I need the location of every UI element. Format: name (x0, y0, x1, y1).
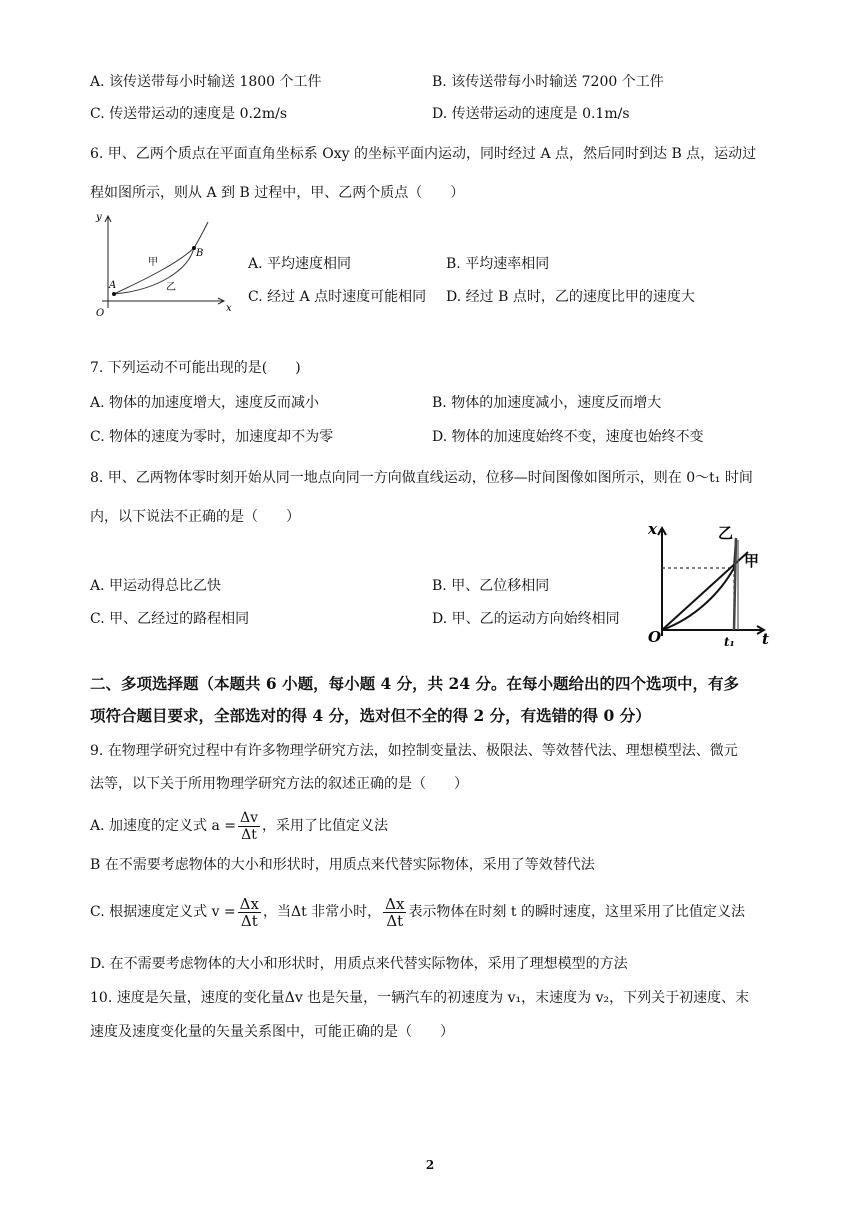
q8-option-a: A. 甲运动得总比乙快 (90, 578, 222, 594)
q6-fig-yi-label: 乙 (166, 282, 176, 293)
q7-option-c: C. 物体的速度为零时，加速度却不为零 (90, 429, 334, 445)
q9-option-c-numerator: Δx (239, 894, 259, 913)
q8-fig-x-axis-label: x (648, 520, 657, 538)
q9-option-c (90, 892, 745, 932)
q9-stem-line2: 法等，以下关于所用物理学研究方法的叙述正确的是（ ） (90, 776, 468, 792)
q9-option-b: B 在不需要考虑物体的大小和形状时，用质点来代替实际物体，采用了等效替代法 (90, 857, 595, 873)
q9-option-c-prefix: C. 根据速度定义式 v = (90, 904, 236, 920)
q9-option-c-fraction (238, 896, 261, 929)
q9-option-d: D. 在不需要考虑物体的大小和形状时，用质点来代替实际物体，采用了理想模型的方法 (90, 956, 628, 972)
q8-fig-t1-label: t₁ (724, 635, 735, 648)
q9-option-a-denominator: Δt (241, 826, 257, 843)
q5-option-a: A. 该传送带每小时输送 1800 个工件 (90, 74, 322, 90)
q9-option-c-denominator: Δt (240, 911, 258, 930)
q6-option-c: C. 经过 A 点时速度可能相同 (248, 289, 427, 305)
q6-stem-line2: 程如图所示，则从 A 到 B 过程中，甲、乙两个质点（ ） (90, 185, 465, 201)
q6-stem-line1: 6. 甲、乙两个质点在平面直角坐标系 Oxy 的坐标平面内运动，同时经过 A 点，然后同时到达 B 点，运动过 (90, 146, 757, 162)
q7-stem: 7. 下列运动不可能出现的是( ) (90, 360, 301, 376)
q5-option-d: D. 传送带运动的速度是 0.1m/s (432, 106, 630, 122)
q6-fig-x-label: x (226, 303, 232, 314)
q9-option-a (90, 806, 388, 846)
q6-option-b: B. 平均速率相同 (446, 256, 550, 272)
q10-stem-line1: 10. 速度是矢量，速度的变化量Δv 也是矢量，一辆汽车的初速度为 v₁，末速度为 v₂，下列关于初速度、末 (90, 990, 750, 1006)
q9-option-c-middle: ，当Δt 非常小时， (262, 904, 382, 920)
section2-heading-line1: 二、多项选择题（本题共 6 小题，每小题 4 分，共 24 分。在每小题给出的四个选项中，有多 (90, 674, 740, 693)
q9-option-c-suffix: 表示物体在时刻 t 的瞬时速度，这里采用了比值定义法 (408, 904, 745, 920)
q9-option-a-prefix: A. 加速度的定义式 a = (90, 818, 236, 834)
section2-heading-line2: 项符合题目要求，全部选对的得 4 分，选对但不全的得 2 分，有选错的得 0 分） (90, 706, 651, 725)
q6-fig-origin-label: O (96, 308, 105, 319)
q6-fig-point-b-label: B (196, 248, 204, 259)
q9-stem-line1: 9. 在物理学研究过程中有许多物理学研究方法，如控制变量法、极限法、等效替代法、理想模型法、微元 (90, 743, 738, 759)
q8-fig-origin-label: O (648, 628, 662, 646)
q8-fig-jia-label: 甲 (744, 552, 760, 570)
q9-option-a-suffix: ，采用了比值定义法 (262, 818, 389, 834)
q8-option-c: C. 甲、乙经过的路程相同 (90, 611, 250, 627)
q9-option-c-numerator2: Δx (385, 894, 405, 913)
q5-option-b: B. 该传送带每小时输送 7200 个工件 (432, 74, 664, 90)
q6-trajectory-figure (88, 208, 238, 320)
page-number: 2 (425, 1158, 435, 1172)
q6-option-a: A. 平均速度相同 (248, 256, 352, 272)
q6-fig-y-label: y (96, 212, 102, 223)
q9-option-c-fraction2 (383, 896, 406, 929)
q8-option-d: D. 甲、乙的运动方向始终相同 (432, 611, 620, 627)
q8-option-b: B. 甲、乙位移相同 (432, 578, 550, 594)
q8-displacement-time-graph (640, 518, 780, 648)
q8-fig-yi-label: 乙 (718, 524, 734, 542)
q8-fig-t-axis-label: t (762, 630, 769, 648)
q6-fig-point-a-label: A (109, 280, 117, 291)
q9-option-a-fraction (238, 810, 260, 843)
q10-stem-line2: 速度及速度变化量的矢量关系图中，可能正确的是（ ） (90, 1024, 454, 1040)
q7-option-b: B. 物体的加速度减小，速度反而增大 (432, 395, 662, 411)
q5-option-c: C. 传送带运动的速度是 0.2m/s (90, 106, 288, 122)
q9-option-c-denominator2: Δt (386, 911, 404, 930)
q9-option-a-numerator: Δv (240, 809, 259, 826)
q6-fig-jia-label: 甲 (148, 257, 158, 268)
q7-option-a: A. 物体的加速度增大，速度反而减小 (90, 395, 320, 411)
q7-option-d: D. 物体的加速度始终不变，速度也始终不变 (432, 429, 704, 445)
q6-option-d: D. 经过 B 点时，乙的速度比甲的速度大 (446, 289, 695, 305)
q8-stem-line1: 8. 甲、乙两物体零时刻开始从同一地点向同一方向做直线运动，位移—时间图像如图所示，则在 0～t₁ 时间 (90, 470, 753, 486)
q8-stem-line2: 内，以下说法不正确的是（ ） (90, 509, 300, 525)
